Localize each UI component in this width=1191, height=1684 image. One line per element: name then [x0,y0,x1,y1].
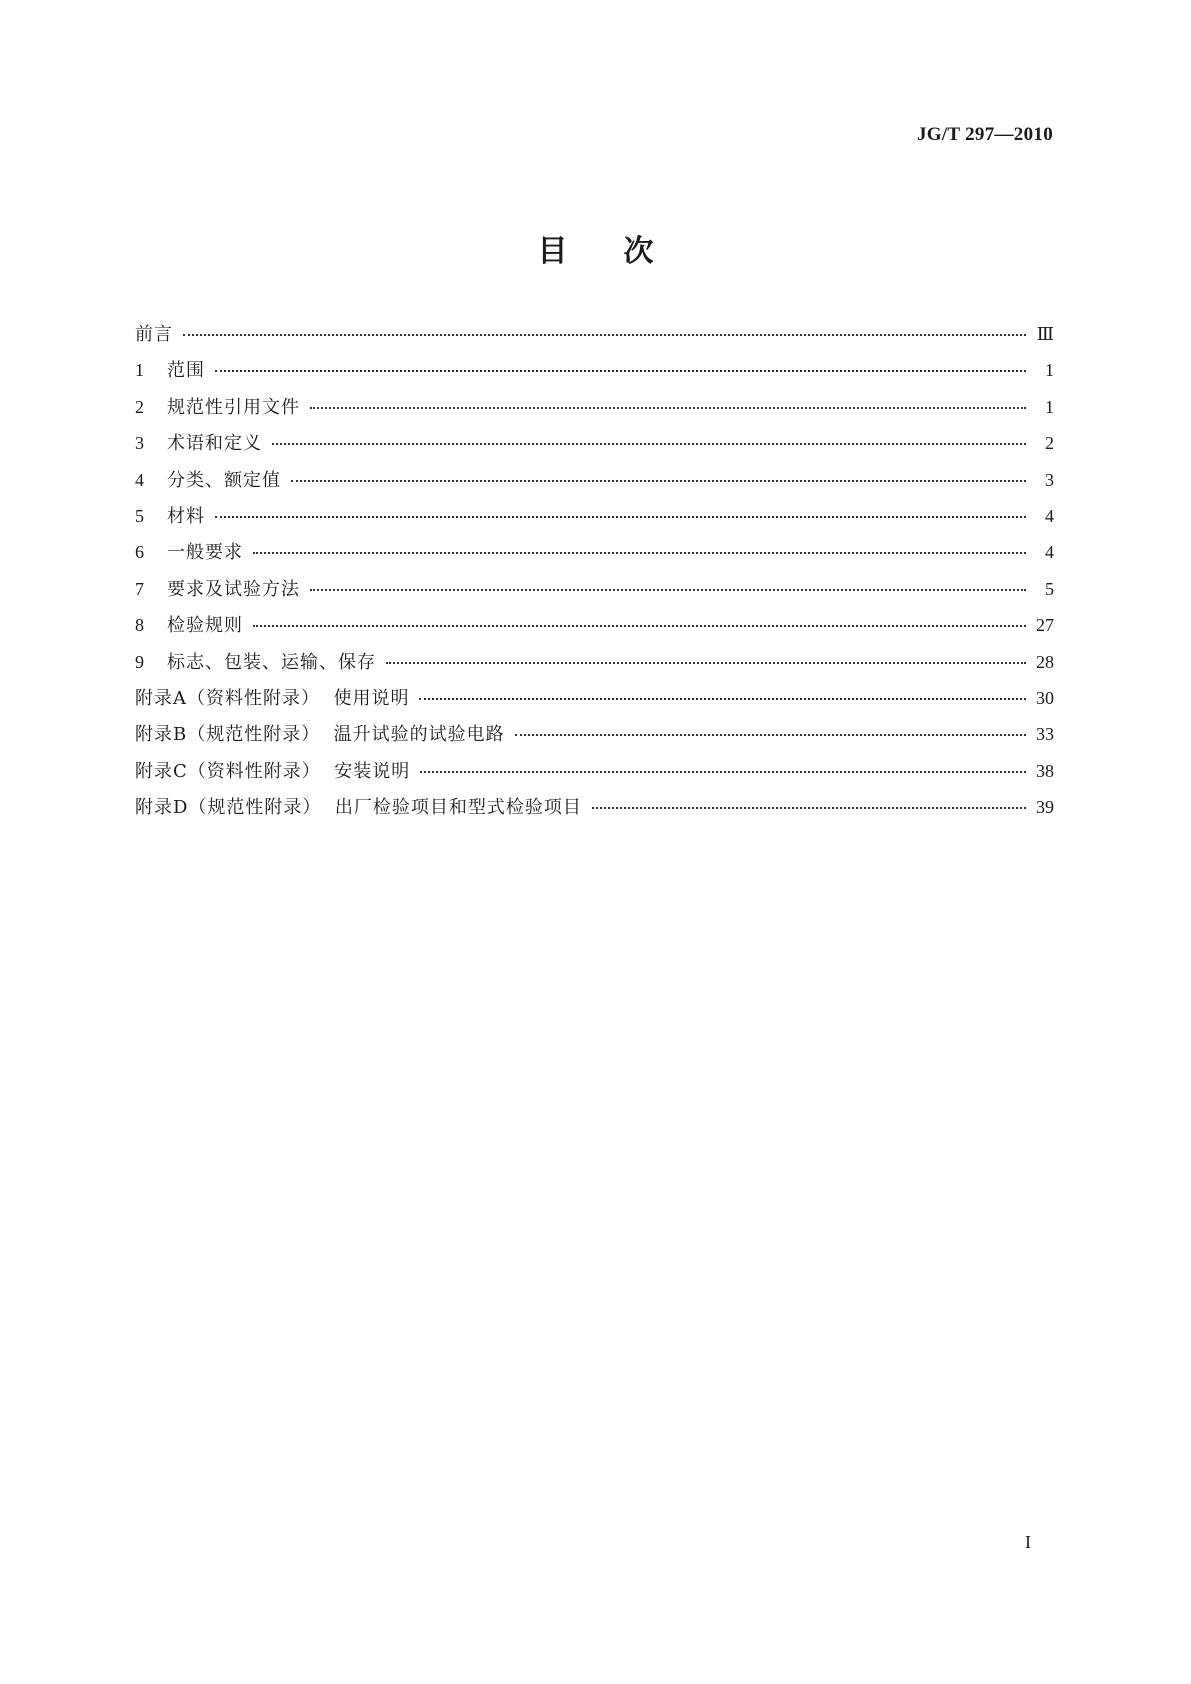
toc-entry-appendix-d[interactable] [135,796,1054,832]
toc-entry-title: 附录A（资料性附录） 使用说明 [135,687,410,709]
toc-entry-5[interactable] [135,505,1054,541]
toc-entry-title: 标志、包装、运输、保存 [167,651,376,673]
toc-entry-number: 5 [135,505,144,526]
toc-entry-title: 分类、额定值 [167,469,281,491]
toc-entry-title: 附录C（资料性附录） 安装说明 [135,760,411,782]
dot-leader [419,698,1026,700]
toc-entry-title: 前言 [135,324,173,345]
dot-leader [291,480,1026,482]
toc-entry-page: 27 [1036,615,1054,636]
toc-entry-appendix-c[interactable] [135,760,1054,796]
toc-entry-title: 一般要求 [167,542,243,564]
toc-entry-number: 9 [135,651,144,672]
toc-entry-title: 附录B（规范性附录） 温升试验的试验电路 [135,724,505,746]
toc-entry-number: 2 [135,396,144,417]
standard-code: JG/T 297—2010 [916,124,1053,145]
dot-leader [310,407,1026,409]
dot-leader [592,807,1026,809]
dot-leader [420,771,1026,773]
page-number: I [1025,1532,1031,1552]
dot-leader [253,625,1026,627]
toc-entry-number: 7 [135,578,144,599]
dot-leader [215,370,1026,372]
toc-entry-appendix-a[interactable] [135,687,1054,723]
toc-entry-page: 1 [1045,396,1054,417]
toc-entry-title: 术语和定义 [167,433,262,455]
dot-leader [386,662,1026,664]
toc-entry-7[interactable] [135,578,1054,614]
toc-entry-page: Ⅲ [1036,324,1054,344]
table-of-contents [135,323,1054,832]
toc-entry-4[interactable] [135,469,1054,505]
toc-entry-number: 1 [135,360,144,381]
toc-entry-8[interactable] [135,614,1054,650]
toc-entry-3[interactable] [135,432,1054,468]
dot-leader [215,516,1026,518]
toc-entry-number: 6 [135,542,144,563]
toc-entry-title: 材料 [167,505,205,527]
toc-entry-title: 规范性引用文件 [167,396,300,418]
toc-entry-page: 28 [1036,651,1054,672]
toc-entry-page: 30 [1036,687,1054,708]
toc-entry-number: 8 [135,615,144,636]
toc-entry-1[interactable] [135,359,1054,395]
toc-entry-9[interactable] [135,651,1054,687]
dot-leader [515,734,1026,736]
toc-entry-page: 2 [1045,433,1054,454]
toc-entry-page: 1 [1045,360,1054,381]
toc-entry-page: 39 [1036,797,1054,818]
toc-entry-foreword[interactable] [135,323,1054,359]
toc-title: 目次 [537,234,710,269]
dot-leader [272,443,1026,445]
dot-leader [183,334,1026,336]
toc-entry-title: 范围 [167,360,205,382]
toc-entry-2[interactable] [135,396,1054,432]
toc-entry-page: 4 [1045,505,1054,526]
toc-entry-page: 5 [1045,578,1054,599]
toc-entry-number: 3 [135,433,144,454]
toc-entry-page: 3 [1045,469,1054,490]
toc-entry-page: 33 [1036,724,1054,745]
toc-entry-title: 附录D（规范性附录） 出厂检验项目和型式检验项目 [135,797,582,819]
toc-entry-title: 要求及试验方法 [167,578,300,600]
dot-leader [310,589,1026,591]
toc-entry-appendix-b[interactable] [135,723,1054,759]
toc-entry-page: 38 [1036,760,1054,781]
toc-entry-6[interactable] [135,541,1054,577]
toc-entry-page: 4 [1045,542,1054,563]
dot-leader [253,552,1026,554]
toc-entry-title: 检验规则 [167,615,243,637]
toc-entry-number: 4 [135,469,144,490]
